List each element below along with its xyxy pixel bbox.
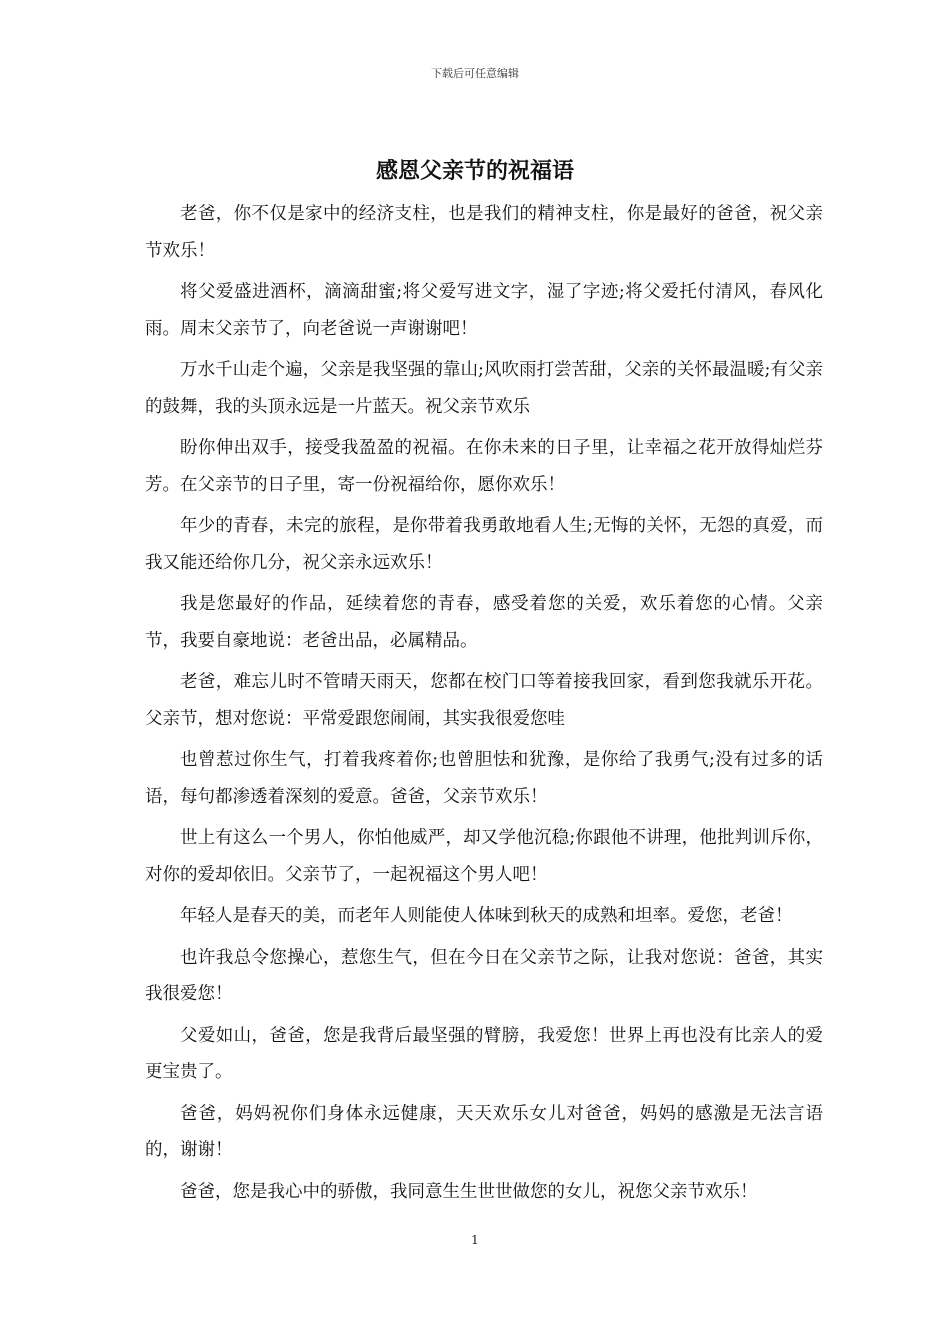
- paragraph: 爸爸，您是我心中的骄傲，我同意生生世世做您的女儿，祝您父亲节欢乐！: [180, 1181, 758, 1202]
- paragraph: 年轻人是春天的美，而老年人则能使人体味到秋天的成熟和坦率。爱您，老爸！: [180, 906, 793, 926]
- page-number: 1: [471, 1233, 479, 1247]
- paragraph: 万水千山走个遍，父亲是我坚强的靠山;风吹雨打尝苦甜，父亲的关怀最温暖;有父亲的鼓舞，我的头顶永远是一片蓝天。祝父亲节欢乐: [145, 360, 823, 417]
- document-title: 感恩父亲节的祝福语: [375, 158, 574, 184]
- paragraph: 老爸，难忘儿时不管晴天雨天，您都在校门口等着接我回家，看到您我就乐开花。父亲节，想对您说：平常爱跟您闹闹，其实我很爱您哇: [145, 672, 823, 729]
- paragraph: 爸爸，妈妈祝你们身体永远健康，天天欢乐女儿对爸爸，妈妈的感激是无法言语的，谢谢！: [145, 1103, 823, 1160]
- paragraph: 也曾惹过你生气，打着我疼着你;也曾胆怯和犹豫，是你给了我勇气;没有过多的话语，每句都渗透着深刻的爱意。爸爸，父亲节欢乐！: [145, 750, 823, 807]
- document-body: [145, 196, 823, 1215]
- paragraph: 年少的青春，未完的旅程，是你带着我勇敢地看人生;无悔的关怀，无怨的真爱，而我又能还给你几分，祝父亲永远欢乐！: [145, 516, 823, 573]
- paragraph: 父爱如山，爸爸，您是我背后最坚强的臂膀，我爱您！世界上再也没有比亲人的爱更宝贵了。: [145, 1025, 823, 1082]
- page-header-note: 下载后可任意编辑: [431, 67, 519, 80]
- paragraph: 将父爱盛进酒杯，滴滴甜蜜;将父爱写进文字，湿了字迹;将父爱托付清风，春风化雨。周末父亲节了，向老爸说一声谢谢吧！: [145, 282, 823, 339]
- paragraph: 也许我总令您操心，惹您生气，但在今日在父亲节之际，让我对您说：爸爸，其实我很爱您！: [145, 947, 823, 1004]
- paragraph: 世上有这么一个男人，你怕他威严，却又学他沉稳;你跟他不讲理，他批判训斥你，对你的爱却依旧。父亲节了，一起祝福这个男人吧！: [145, 828, 823, 885]
- paragraph: 老爸，你不仅是家中的经济支柱，也是我们的精神支柱，你是最好的爸爸，祝父亲节欢乐！: [145, 204, 823, 261]
- paragraph: 我是您最好的作品，延续着您的青春，感受着您的关爱，欢乐着您的心情。父亲节，我要自豪地说：老爸出品，必属精品。: [145, 594, 823, 651]
- paragraph: 盼你伸出双手，接受我盈盈的祝福。在你未来的日子里，让幸福之花开放得灿烂芬芳。在父亲节的日子里，寄一份祝福给你，愿你欢乐！: [145, 438, 823, 495]
